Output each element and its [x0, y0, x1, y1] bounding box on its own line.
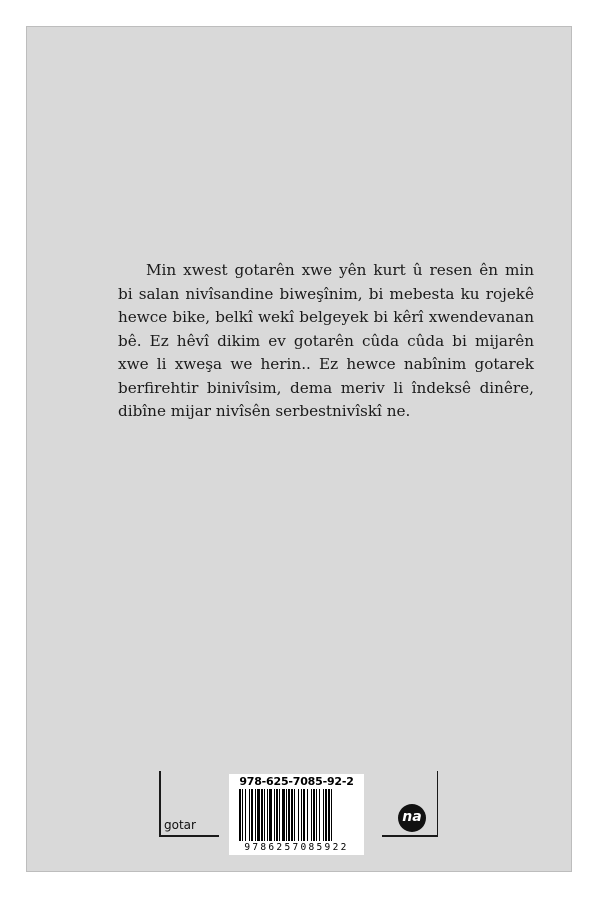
barcode-bar — [288, 789, 290, 841]
barcode-bar — [298, 789, 299, 841]
barcode-bar — [242, 789, 243, 841]
barcode-bar — [251, 789, 253, 841]
blurb-paragraph — [118, 259, 534, 424]
barcode-bar — [255, 789, 256, 841]
barcode-bar — [313, 789, 315, 841]
barcode-bar — [264, 789, 265, 841]
barcode-bar — [331, 789, 332, 841]
gotar-vertical-rule — [159, 771, 161, 837]
barcode-bar — [249, 789, 250, 841]
gotar-mark — [159, 771, 219, 837]
barcode-bars — [239, 789, 354, 841]
barcode-bar — [316, 789, 317, 841]
barcode-bar — [319, 789, 320, 841]
barcode-bar — [301, 789, 302, 841]
barcode-bar — [257, 789, 260, 841]
barcode-bar — [282, 789, 285, 841]
barcode-bar — [239, 789, 241, 841]
barcode-bar — [276, 789, 278, 841]
barcode-bar — [323, 789, 324, 841]
na-vertical-rule — [437, 771, 439, 837]
barcode-bar — [245, 789, 246, 841]
barcode-bar — [274, 789, 275, 841]
publisher-label: gotar — [164, 818, 196, 832]
isbn-bottom-text: 9786257085922 — [244, 842, 349, 853]
barcode-bar — [261, 789, 263, 841]
barcode-bar — [269, 789, 272, 841]
barcode-bar — [267, 789, 268, 841]
back-cover — [26, 26, 572, 872]
na-logo-icon: na — [398, 804, 426, 832]
barcode-bar — [286, 789, 287, 841]
blurb-text: Min xwest gotarên xwe yên kurt û resen ên min bi salan nivîsandine biweşînim, bi mebesta ku rojekê hewce bike, belkî wekî belgeyek bi kêrî xwendevanan bê. Ez hêvî dikim ev gotarên cûda cûda bi mijarên xwe li xweşa we herin.. Ez hewce nabînim gotarek berfirehtir binivîsim, dema meriv li îndeksê dinêre, dibîne mijar nivîsên serbestnivîskî ne. — [118, 261, 534, 420]
barcode-bar — [325, 789, 327, 841]
isbn-barcode — [229, 774, 364, 855]
isbn-top-text: 978-625-7085-92-2 — [239, 775, 354, 788]
na-horizontal-rule — [382, 835, 438, 837]
barcode-bar — [279, 789, 280, 841]
gotar-horizontal-rule — [159, 835, 219, 837]
barcode-bar — [294, 789, 295, 841]
barcode-bar — [311, 789, 312, 841]
barcode-bar — [303, 789, 305, 841]
barcode-bar — [328, 789, 330, 841]
barcode-bar — [291, 789, 293, 841]
barcode-bar — [307, 789, 308, 841]
na-logo-mark — [382, 771, 438, 837]
